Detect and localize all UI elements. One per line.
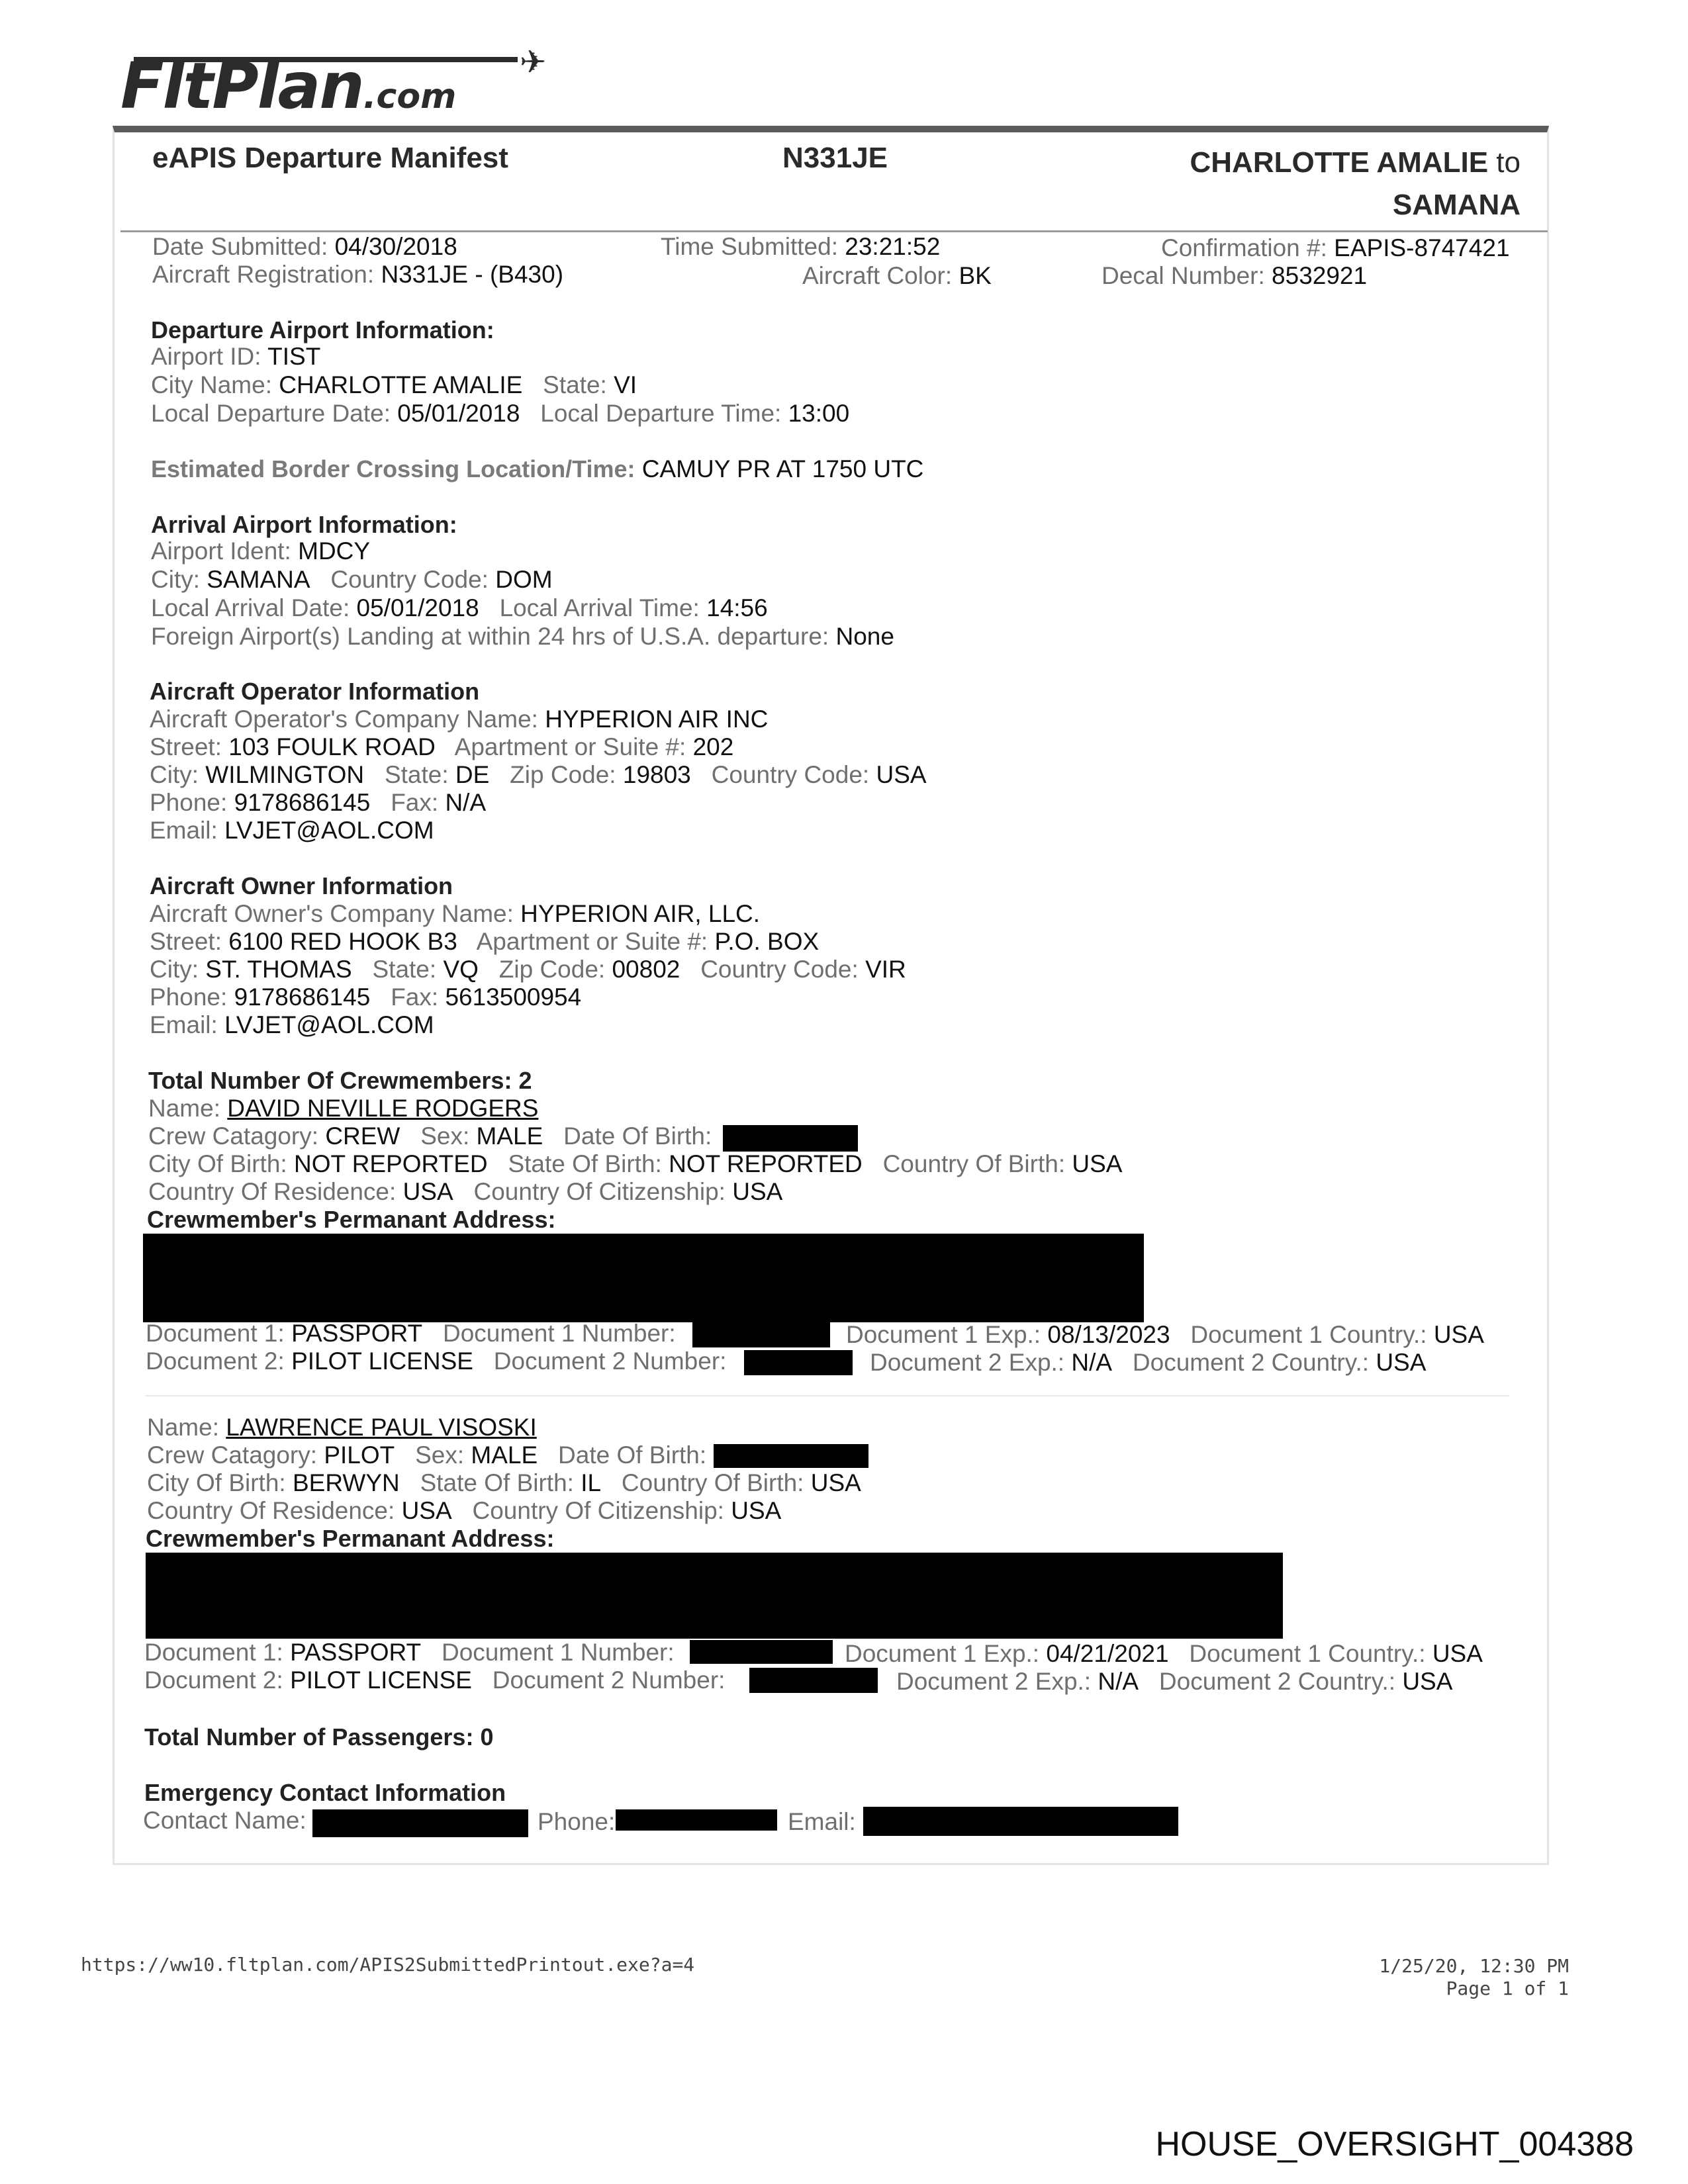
operator-heading: Aircraft Operator Information <box>150 678 480 705</box>
label: Apartment or Suite #: <box>454 733 686 760</box>
fltplan-logo <box>120 45 547 128</box>
label: Street: <box>150 733 222 760</box>
value: None <box>835 623 894 650</box>
value: BK <box>959 262 992 289</box>
value: USA <box>1072 1150 1123 1177</box>
crew1-category-line <box>148 1122 712 1150</box>
value: USA <box>1433 1321 1484 1348</box>
crew1-address-label: Crewmember's Permanant Address: <box>147 1206 556 1233</box>
label: Decal Number: <box>1102 262 1265 289</box>
label: Email: <box>150 1011 218 1038</box>
value: VQ <box>443 956 479 983</box>
date-submitted <box>152 233 457 261</box>
value: 14:56 <box>706 594 768 621</box>
label: Document 2 Exp.: <box>870 1349 1065 1376</box>
footer-page: Page 1 of 1 <box>1446 1978 1569 1999</box>
owner-email <box>150 1011 434 1039</box>
value: BERWYN <box>292 1469 400 1496</box>
foreign-airport-landing <box>151 623 894 651</box>
redaction-crew1-doc2-number <box>744 1350 853 1375</box>
label: Name: <box>147 1414 219 1441</box>
owner-company <box>150 900 760 928</box>
value: 5613500954 <box>445 983 582 1011</box>
value: DAVID NEVILLE RODGERS <box>227 1095 539 1122</box>
label: Phone: <box>538 1808 616 1835</box>
label: Document 1: <box>144 1639 283 1666</box>
value: NOT REPORTED <box>293 1150 488 1177</box>
value: SAMANA <box>207 566 310 593</box>
value: 04/30/2018 <box>334 233 457 260</box>
departure-city-state <box>151 371 637 399</box>
emergency-phone <box>538 1808 615 1836</box>
value: MALE <box>471 1441 538 1469</box>
label: Country Of Citizenship: <box>473 1178 726 1205</box>
crew2-doc1-line <box>144 1639 675 1666</box>
redaction-crew2-dob <box>714 1444 868 1468</box>
value: VI <box>614 371 637 398</box>
crew-divider <box>146 1395 1509 1396</box>
crew1-residence-line <box>148 1178 782 1206</box>
value: USA <box>732 1178 783 1205</box>
value: PILOT LICENSE <box>290 1666 472 1694</box>
redaction-emergency-email <box>863 1807 1178 1836</box>
label: Fax: <box>391 789 439 816</box>
crew2-residence-line <box>147 1497 781 1525</box>
route-from: CHARLOTTE AMALIE <box>1190 146 1489 179</box>
label: Aircraft Registration: <box>152 261 375 288</box>
value: MDCY <box>298 537 371 565</box>
arrival-heading: Arrival Airport Information: <box>151 511 457 538</box>
operator-street <box>150 733 733 761</box>
value: 08/13/2023 <box>1047 1321 1170 1348</box>
label: Local Departure Date: <box>151 400 391 427</box>
time-submitted <box>661 233 940 261</box>
label: Document 2 Country.: <box>1158 1668 1396 1695</box>
value: USA <box>401 1497 452 1524</box>
label: Local Arrival Date: <box>151 594 350 621</box>
label: Aircraft Owner's Company Name: <box>150 900 514 927</box>
value: USA <box>1402 1668 1453 1695</box>
departure-date-time <box>151 400 849 428</box>
label: Crew Catagory: <box>148 1122 319 1150</box>
value: 05/01/2018 <box>397 400 520 427</box>
value: PASSPORT <box>291 1320 423 1347</box>
value: DOM <box>495 566 553 593</box>
label: Aircraft Color: <box>802 262 953 289</box>
value: LVJET@AOL.COM <box>224 817 434 844</box>
label: Sex: <box>415 1441 465 1469</box>
label: Email: <box>788 1808 856 1835</box>
label: City Name: <box>151 371 272 398</box>
label: Country Of Citizenship: <box>472 1497 724 1524</box>
value: 13:00 <box>788 400 850 427</box>
redaction-crew1-address <box>143 1234 1144 1322</box>
value: 04/21/2021 <box>1046 1640 1169 1667</box>
crew-total: Total Number Of Crewmembers: 2 <box>148 1067 532 1094</box>
label: Crew Catagory: <box>147 1441 318 1469</box>
value: N/A <box>445 789 487 816</box>
emergency-heading: Emergency Contact Information <box>144 1779 506 1806</box>
label: Document 1 Number: <box>443 1320 676 1347</box>
label: State Of Birth: <box>508 1150 662 1177</box>
label: Phone: <box>150 983 228 1011</box>
value: 6100 RED HOOK B3 <box>228 928 457 955</box>
label: City Of Birth: <box>148 1150 287 1177</box>
value: USA <box>810 1469 861 1496</box>
crew2-doc1-exp-line <box>845 1640 1483 1668</box>
crew2-birth-line <box>147 1469 861 1497</box>
value: 9178686145 <box>234 983 371 1011</box>
logo-suffix: .com <box>363 77 457 116</box>
decal-number <box>1102 262 1367 290</box>
label: Country Of Residence: <box>147 1497 395 1524</box>
route-destination: SAMANA <box>1392 189 1521 221</box>
value: CHARLOTTE AMALIE <box>279 371 523 398</box>
owner-street <box>150 928 819 956</box>
border-crossing <box>151 455 923 483</box>
crew1-doc1-exp-line <box>846 1321 1484 1349</box>
value: USA <box>876 761 927 788</box>
label: Document 1 Exp.: <box>846 1321 1041 1348</box>
header-route <box>1057 142 1521 226</box>
redaction-crew2-doc2-number <box>749 1668 878 1693</box>
crew1-birth-line <box>148 1150 1122 1178</box>
label: Document 1 Exp.: <box>845 1640 1040 1667</box>
label: Name: <box>148 1095 220 1122</box>
label: Street: <box>150 928 222 955</box>
operator-phone-fax <box>150 789 486 817</box>
route-to-word: to <box>1496 146 1521 179</box>
airplane-icon: ✈ <box>520 45 547 80</box>
aircraft-registration <box>152 261 563 289</box>
owner-city-line <box>150 956 906 983</box>
emergency-contact-name <box>143 1807 306 1835</box>
label: Contact Name: <box>143 1807 306 1834</box>
crew1-doc2-line <box>146 1347 726 1375</box>
value: 9178686145 <box>234 789 371 816</box>
confirmation-number <box>1161 234 1510 262</box>
label: Document 2: <box>146 1347 285 1375</box>
value: CAMUY PR AT 1750 UTC <box>641 455 924 482</box>
value: HYPERION AIR INC <box>545 705 769 733</box>
label: Local Arrival Time: <box>499 594 700 621</box>
bates-number: HOUSE_OVERSIGHT_004388 <box>1155 2125 1634 2163</box>
value: 103 FOULK ROAD <box>228 733 436 760</box>
label: State Of Birth: <box>420 1469 574 1496</box>
value: EAPIS-8747421 <box>1334 234 1510 261</box>
label: City Of Birth: <box>147 1469 286 1496</box>
redaction-emergency-name <box>312 1809 528 1837</box>
manifest-title: eAPIS Departure Manifest <box>152 142 508 174</box>
label: Airport ID: <box>151 343 261 370</box>
aircraft-color <box>802 262 992 290</box>
value: PASSPORT <box>290 1639 422 1666</box>
value: HYPERION AIR, LLC. <box>520 900 761 927</box>
redaction-crew1-doc1-number <box>692 1322 830 1347</box>
label: Country Code: <box>330 566 489 593</box>
value: LVJET@AOL.COM <box>224 1011 434 1038</box>
footer-url: https://ww10.fltplan.com/APIS2SubmittedPrintout.exe?a=4 <box>81 1954 695 1976</box>
value: NOT REPORTED <box>669 1150 863 1177</box>
label: Document 1 Country.: <box>1189 1640 1426 1667</box>
redaction-crew1-dob <box>723 1125 858 1152</box>
operator-company <box>150 705 768 733</box>
crew2-name <box>147 1414 537 1441</box>
crew1-doc2-exp-line <box>870 1349 1426 1377</box>
crew2-address-label: Crewmember's Permanant Address: <box>146 1525 555 1552</box>
value: N/A <box>1098 1668 1139 1695</box>
label: Date Of Birth: <box>558 1441 707 1469</box>
label: Email: <box>150 817 218 844</box>
label: Confirmation #: <box>1161 234 1327 261</box>
label: State: <box>372 956 437 983</box>
emergency-email <box>788 1808 856 1836</box>
label: Document 1 Number: <box>442 1639 675 1666</box>
value: VIR <box>865 956 906 983</box>
label: Airport Ident: <box>151 537 291 565</box>
label: State: <box>543 371 607 398</box>
label: Phone: <box>150 789 228 816</box>
departure-heading: Departure Airport Information: <box>151 316 494 343</box>
label: Document 2 Number: <box>492 1666 726 1694</box>
label: Country Code: <box>711 761 870 788</box>
value: USA <box>1376 1349 1427 1376</box>
label: Country Of Birth: <box>621 1469 804 1496</box>
value: 202 <box>692 733 734 760</box>
label: Document 2 Number: <box>493 1347 727 1375</box>
label: City: <box>150 761 199 788</box>
value: LAWRENCE PAUL VISOSKI <box>226 1414 537 1441</box>
operator-city-line <box>150 761 927 789</box>
value: WILMINGTON <box>205 761 365 788</box>
label: Sex: <box>420 1122 470 1150</box>
value: USA <box>1432 1640 1483 1667</box>
value: USA <box>731 1497 782 1524</box>
label: Time Submitted: <box>661 233 838 260</box>
header-separator <box>120 230 1548 232</box>
label: City: <box>150 956 199 983</box>
value: IL <box>581 1469 602 1496</box>
operator-email <box>150 817 434 844</box>
label: Foreign Airport(s) Landing at within 24 hrs of U.S.A. departure: <box>151 623 829 650</box>
value: CREW <box>325 1122 400 1150</box>
value: 00802 <box>612 956 680 983</box>
label: Estimated Border Crossing Location/Time: <box>151 455 635 482</box>
value: PILOT LICENSE <box>291 1347 473 1375</box>
arrival-date-time <box>151 594 768 622</box>
owner-heading: Aircraft Owner Information <box>150 872 453 899</box>
departure-airport-id <box>151 343 320 371</box>
arrival-airport-ident <box>151 537 370 565</box>
label: State: <box>384 761 449 788</box>
label: Document 1: <box>146 1320 285 1347</box>
crew1-doc1-line <box>146 1320 676 1347</box>
value: N/A <box>1071 1349 1113 1376</box>
label: Country Of Residence: <box>148 1178 397 1205</box>
label: Zip Code: <box>498 956 606 983</box>
redaction-emergency-phone <box>616 1809 777 1831</box>
value: P.O. BOX <box>714 928 820 955</box>
label: Apartment or Suite #: <box>476 928 708 955</box>
value: DE <box>455 761 490 788</box>
value: USA <box>402 1178 453 1205</box>
owner-phone-fax <box>150 983 581 1011</box>
label: Date Of Birth: <box>563 1122 712 1150</box>
label: Fax: <box>391 983 439 1011</box>
label: Country Of Birth: <box>882 1150 1066 1177</box>
value: TIST <box>267 343 321 370</box>
value: N331JE - (B430) <box>381 261 564 288</box>
label: Country Code: <box>700 956 859 983</box>
label: Document 2 Country.: <box>1132 1349 1370 1376</box>
value: 8532921 <box>1272 262 1368 289</box>
header-registration: N331JE <box>782 142 888 174</box>
redaction-crew2-doc1-number <box>690 1640 833 1664</box>
label: City: <box>151 566 200 593</box>
logo-main: FltPlan <box>120 49 363 123</box>
crew1-name <box>148 1095 538 1122</box>
label: Date Submitted: <box>152 233 328 260</box>
value: 19803 <box>622 761 691 788</box>
logo-wordmark <box>120 49 457 123</box>
label: Document 1 Country.: <box>1190 1321 1427 1348</box>
label: Local Departure Time: <box>540 400 782 427</box>
label: Zip Code: <box>510 761 616 788</box>
value: MALE <box>476 1122 543 1150</box>
value: ST. THOMAS <box>205 956 352 983</box>
arrival-city-country <box>151 566 553 594</box>
value: 05/01/2018 <box>356 594 479 621</box>
crew2-doc2-exp-line <box>896 1668 1452 1696</box>
value: PILOT <box>324 1441 395 1469</box>
label: Document 2 Exp.: <box>896 1668 1092 1695</box>
redaction-crew2-address <box>146 1553 1283 1639</box>
value: 23:21:52 <box>845 233 941 260</box>
label: Aircraft Operator's Company Name: <box>150 705 538 733</box>
passengers-total: Total Number of Passengers: 0 <box>144 1723 494 1751</box>
crew2-category-line <box>147 1441 706 1469</box>
crew2-doc2-line <box>144 1666 725 1694</box>
footer-datetime: 1/25/20, 12:30 PM <box>1379 1955 1569 1977</box>
label: Document 2: <box>144 1666 283 1694</box>
